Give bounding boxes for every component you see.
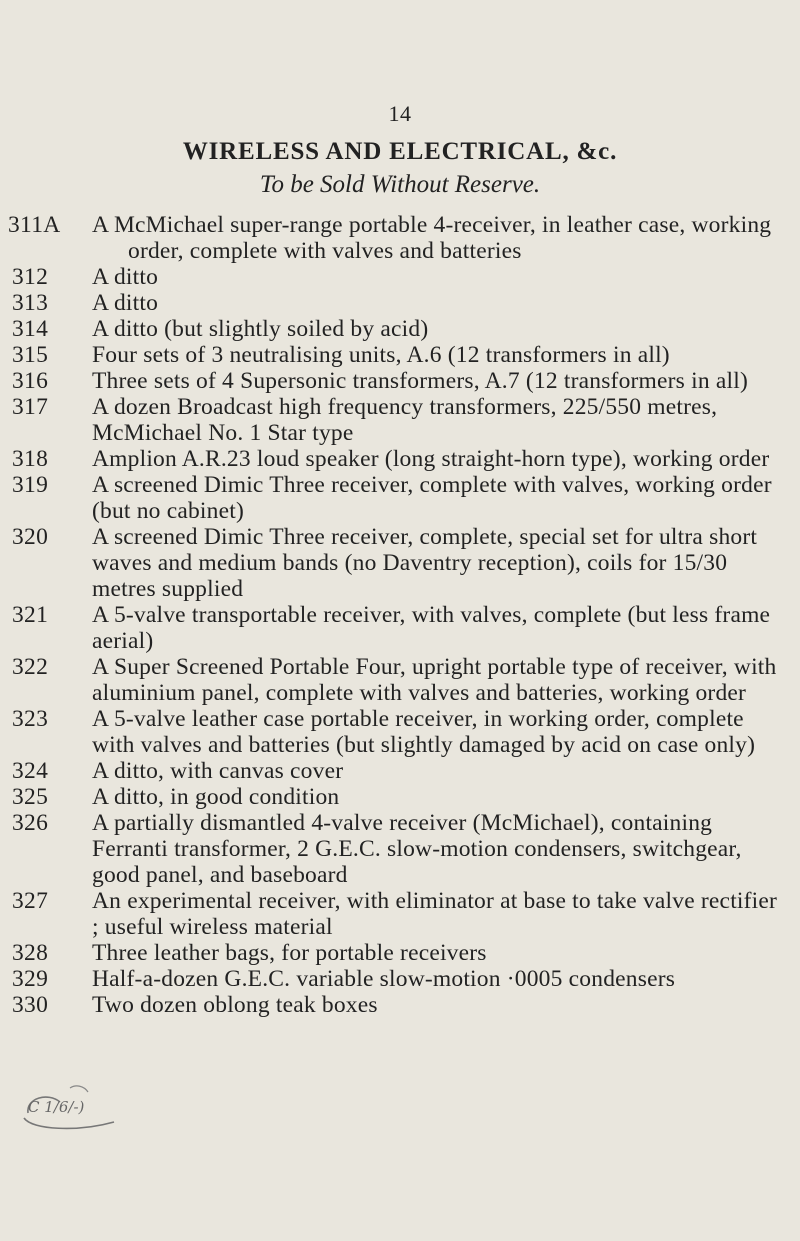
lot-item [0,602,800,654]
pencil-annotation [18,1078,128,1138]
lot-list [0,212,800,1018]
lot-item [0,290,800,316]
lot-item [0,784,800,810]
lot-number: 326 [12,810,49,836]
lot-item [0,888,800,940]
lot-number: 323 [12,706,49,732]
lot-item [0,940,800,966]
lot-description: Half-a-dozen G.E.C. variable slow-motion ·0005 condensers [92,966,676,992]
lot-description: A screened Dimic Three receiver, complete with valves, working order (but no cabinet) [92,472,772,524]
lot-description: A McMichael super-range portable 4-receiver, in leather case, working order, complete with valves and batteries [92,212,772,264]
lot-description: Three leather bags, for portable receivers [92,940,487,966]
lot-item [0,472,800,524]
lot-item [0,446,800,472]
lot-number: 324 [12,758,49,784]
lot-description: Three sets of 4 Supersonic transformers, A.7 (12 transformers in all) [92,368,748,394]
lot-number: 316 [12,368,49,394]
lot-number: 329 [12,966,49,992]
lot-description: A ditto (but slightly soiled by acid) [92,316,429,342]
lot-number: 330 [12,992,49,1018]
page-number: 14 [388,101,412,126]
lot-description: A 5-valve transportable receiver, with valves, complete (but less frame aerial) [92,602,771,654]
lot-number: 312 [12,264,49,290]
pencil-note: C 1/6/-) [28,1098,85,1116]
lot-item [0,810,800,888]
lot-description: A 5-valve leather case portable receiver, in working order, complete with valves and batteries (but slightly damaged by acid on case only) [92,706,756,758]
lot-description: Two dozen oblong teak boxes [92,992,378,1018]
lot-number: 327 [12,888,49,914]
lot-description: A partially dismantled 4-valve receiver (McMichael), containing Ferranti transformer, 2 G.E.C. slow-motion condensers, switchgear, good panel, and baseboard [92,810,742,888]
lot-item [0,368,800,394]
lot-description: Amplion A.R.23 loud speaker (long straight-horn type), working order [92,446,770,472]
lot-item [0,758,800,784]
lot-description: A dozen Broadcast high frequency transformers, 225/550 metres, McMichael No. 1 Star type [92,394,718,446]
lot-description: A ditto [92,264,159,290]
lot-number: 322 [12,654,49,680]
lot-item [0,706,800,758]
lot-item [0,394,800,446]
lot-description: Four sets of 3 neutralising units, A.6 (12 transformers in all) [92,342,670,368]
section-subheading: To be Sold Without Reserve. [259,171,541,198]
lot-number: 320 [12,524,49,550]
lot-item [0,342,800,368]
lot-item [0,654,800,706]
lot-description: An experimental receiver, with eliminator at base to take valve rectifier ; useful wireless material [92,888,778,940]
lot-number: 311A [8,212,61,238]
lot-item [0,212,800,264]
lot-item [0,264,800,290]
lot-description: A Super Screened Portable Four, upright portable type of receiver, with aluminium panel, complete with valves and batteries, working order [92,654,777,706]
lot-number: 318 [12,446,49,472]
lot-description: A ditto, with canvas cover [92,758,344,784]
lot-number: 314 [12,316,49,342]
lot-number: 325 [12,784,49,810]
lot-description: A ditto, in good condition [92,784,340,810]
lot-number: 321 [12,602,49,628]
lot-number: 317 [12,394,49,420]
lot-item [0,966,800,992]
section-heading: WIRELESS AND ELECTRICAL, &c. [182,138,618,165]
lot-number: 313 [12,290,49,316]
lot-number: 315 [12,342,49,368]
lot-item [0,316,800,342]
lot-description: A ditto [92,290,159,316]
lot-number: 319 [12,472,49,498]
lot-number: 328 [12,940,49,966]
lot-description: A screened Dimic Three receiver, complete, special set for ultra short waves and medium bands (no Daventry reception), coils for 15/30 metres supplied [92,524,758,602]
lot-item [0,992,800,1018]
lot-item [0,524,800,602]
